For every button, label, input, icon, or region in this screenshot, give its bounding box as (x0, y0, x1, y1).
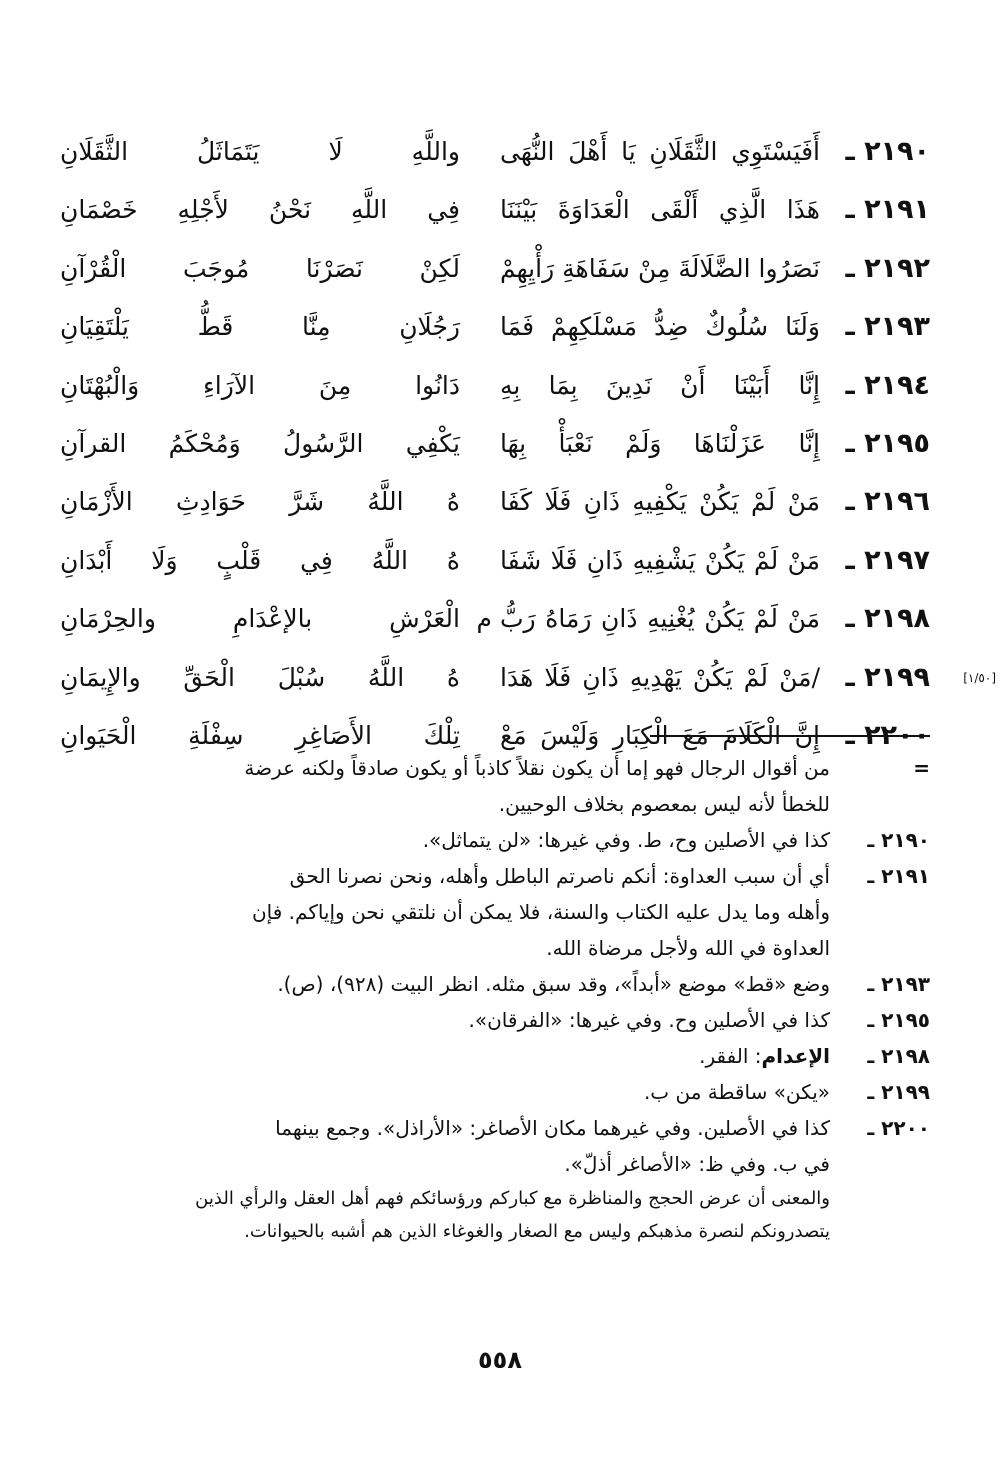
verse-number: ٢٢٠٠ ـ (845, 719, 930, 751)
footnote-2190 (70, 822, 930, 858)
verse-number: ٢١٩٠ ـ (845, 136, 930, 167)
verse-first-hemistich: إِنَّا أَبَيْنَا أَنْ نَدِينَ بِمَا بِهِ (500, 370, 820, 400)
verse-2195 (60, 414, 930, 472)
verse-second-hemistich: تِلْكَ الأَصَاغِرِ سِفْلَةِ الْحَيَوانِ (60, 720, 460, 750)
verse-first-hemistich: أَفَيَسْتَوِي الثَّقَلَانِ يَا أَهْلَ النُّهَى (500, 137, 820, 166)
verse-second-hemistich: الْعَرْشِ بالإعْدَامِ والحِرْمَانِ (60, 604, 460, 634)
footnote-number: ٢١٩١ ـ (867, 864, 930, 888)
verse-second-hemistich: واللَّهِ لَا يَتَمَاثَلُ الثَّقَلَانِ (60, 137, 460, 166)
verse-number: ٢١٩١ ـ (845, 194, 930, 226)
footnote-2200 (70, 1110, 930, 1182)
verse-second-hemistich: هُ اللَّهُ سُبْلَ الْحَقِّ والإِيمَانِ (60, 662, 460, 692)
footnote-text-line: للخطأ لأنه ليس بمعصوم بخلاف الوحيين. (498, 792, 830, 816)
footnote-marker: = (913, 756, 930, 780)
footnote-2193 (70, 966, 930, 1002)
verse-2197 (60, 531, 930, 589)
verse-number: ٢١٩٦ ـ (845, 486, 930, 518)
footnote-number: ٢١٩٣ ـ (867, 972, 930, 996)
footnote-number: ٢١٩٠ ـ (867, 828, 930, 852)
footnote-2200-explanation (70, 1182, 930, 1248)
verse-2190 (60, 122, 930, 180)
verse-second-hemistich: هُ اللَّهُ شَرَّ حَوَادِثِ الأَزْمَانِ (60, 487, 460, 517)
footnote-text: «يكن» ساقطة من ب. (643, 1080, 830, 1104)
footnote-number: ٢١٩٩ ـ (867, 1080, 930, 1104)
footnote-text-line: من أقوال الرجال فهو إما أن يكون نقلاً كاذباً أو يكون صادقاً ولكنه عرضة (244, 756, 830, 780)
verse-number: ٢١٩٨ ـ (845, 603, 930, 635)
verse-first-hemistich: إِنَّا عَزَلْنَاهَا وَلَمْ نَعْبَأْ بِهَا (500, 428, 820, 458)
footnote-continuation (70, 750, 930, 822)
verse-2196 (60, 472, 930, 530)
footnote-text: كذا في الأصلين وح. وفي غيرها: «الفرقان». (468, 1008, 830, 1032)
footnote-text-line: العداوة في الله ولأجل مرضاة الله. (546, 936, 830, 960)
verse-2198 (60, 589, 930, 647)
verse-second-hemistich: هُ اللَّهُ فِي قَلْبٍ وَلَا أَبْدَانِ (60, 545, 460, 575)
verse-second-hemistich: دَانُوا مِنَ الآرَاءِ وَالْبُهْتَانِ (60, 370, 460, 400)
footnote-text-line: وأهله وما يدل عليه الكتاب والسنة، فلا يمكن أن نلتقي نحن وإياكم. فإن (251, 900, 830, 924)
page-number: ٥٥٨ (478, 1346, 522, 1374)
verse-number: ٢١٩٧ ـ (845, 544, 930, 576)
verse-second-hemistich: رَجُلَانِ مِنَّا قَطُّ يَلْتَقِيَانِ (60, 312, 460, 342)
verse-first-hemistich: مَنْ لَمْ يَكُنْ يَكْفِيهِ ذَانِ فَلَا كَفَا (500, 487, 820, 517)
verse-2199 (60, 648, 996, 706)
verse-2194 (60, 356, 930, 414)
footnote-separator (650, 735, 930, 737)
verse-second-hemistich: لَكِنْ نَصَرْنَا مُوجَبَ الْقُرْآنِ (60, 253, 460, 283)
verse-2193 (60, 297, 930, 355)
footnote-text-line: كذا في الأصلين. وفي غيرهما مكان الأصاغر: «الأراذل». وجمع بينهما (275, 1116, 830, 1140)
verse-first-hemistich: /مَنْ لَمْ يَكُنْ يَهْدِيهِ ذَانِ فَلَا هَدَا (500, 662, 820, 692)
verse-first-hemistich: نَصَرُوا الضَّلَالَةَ مِنْ سَفَاهَةِ رَأْيِهِمْ (500, 253, 820, 283)
verse-number: ٢١٩٣ ـ (845, 311, 930, 343)
footnote-text-line: والمعنى أن عرض الحجج والمناظرة مع كباركم ورؤسائكم فهم أهل العقل والرأي الذين (195, 1188, 830, 1209)
footnote-2198 (70, 1038, 930, 1074)
verse-2191 (60, 180, 930, 238)
verse-first-hemistich: هَذَا الَّذِي أَلْقَى الْعَدَاوَةَ بَيْنَنَا (500, 195, 820, 225)
verse-first-hemistich: إِنَّ الْكَلَامَ مَعَ الْكِبَارِ وَلَيْسَ مَعْ (500, 720, 820, 750)
footnote-text (70, 1038, 830, 1074)
verse-2192 (60, 239, 930, 297)
footnote-2191 (70, 858, 930, 966)
footnote-text: وضع «قط» موضع «أبداً»، وقد سبق مثله. انظر البيت (٩٢٨)، (ص). (277, 972, 830, 996)
footnote-term: الإعدام (761, 1044, 830, 1068)
footnote-text-line: أي أن سبب العداوة: أنكم ناصرتم الباطل وأهله، ونحن نصرنا الحق (289, 864, 830, 888)
footnote-text: كذا في الأصلين وح، ط. وفي غيرها: «لن يتماثل». (422, 828, 830, 852)
verse-second-hemistich: فِي اللَّهِ نَحْنُ لأَجْلِهِ خَصْمَانِ (60, 195, 460, 225)
footnote-2199 (70, 1074, 930, 1110)
verse-first-hemistich: وَلَنَا سُلُوكٌ ضِدُّ مَسْلَكِهِمْ فَمَا (500, 312, 820, 342)
footnotes (70, 750, 930, 1248)
verse-number: ٢١٩٤ ـ (845, 369, 930, 401)
footnote-number: ٢١٩٥ ـ (867, 1008, 930, 1032)
footnote-number: ٢٢٠٠ ـ (867, 1116, 930, 1140)
footnote-text-line: في ب. وفي ظ: «الأصاغر أذلّ». (564, 1152, 830, 1176)
verse-first-hemistich: مَنْ لَمْ يَكُنْ يَشْفِيهِ ذَانِ فَلَا شَفَا (500, 545, 820, 575)
footnote-number: ٢١٩٨ ـ (867, 1044, 930, 1068)
verse-continuation-mark: م (476, 604, 492, 634)
verse-number: ٢١٩٥ ـ (845, 427, 930, 459)
poem-verses (60, 122, 996, 764)
verse-number: ٢١٩٩ ـ (845, 661, 930, 693)
footnote-definition: : الفقر. (699, 1044, 762, 1068)
margin-folio-reference: [١/٥٠] (963, 670, 996, 685)
verse-first-hemistich: مَنْ لَمْ يَكُنْ يُغْنِيهِ ذَانِ رَمَاهُ رَبُّ (500, 604, 820, 634)
verse-second-hemistich: يَكْفِي الرَّسُولُ وَمُحْكَمُ القرآنِ (60, 428, 460, 458)
footnote-2195 (70, 1002, 930, 1038)
footnote-text-line: يتصدرونكم لنصرة مذهبكم وليس مع الصغار والغوغاء الذين هم أشبه بالحيوانات. (244, 1221, 830, 1242)
verse-number: ٢١٩٢ ـ (845, 252, 930, 284)
